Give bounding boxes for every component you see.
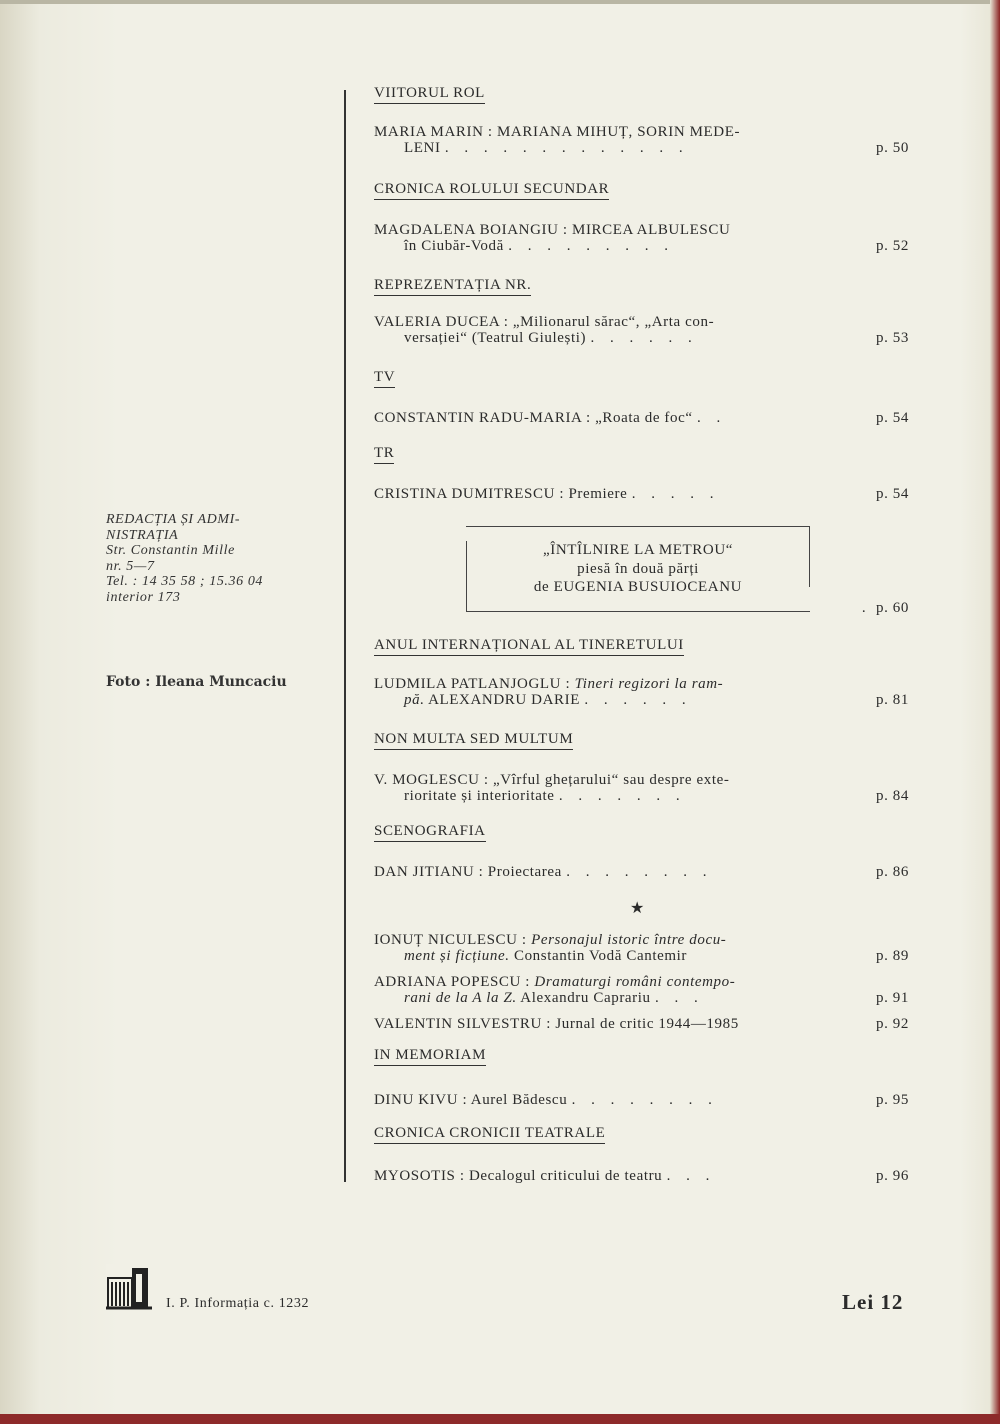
box-title: „ÎNTÎLNIRE LA METROU“ [542,542,734,558]
photo-credit: Foto : Ileana Muncaciu [106,674,287,690]
page-number: p. 52 [876,238,909,254]
toc-entry [374,124,909,156]
page-number: p. 96 [876,1168,909,1184]
toc-entry [374,1092,909,1108]
section-in-memoriam: IN MEMORIAM [374,1046,486,1066]
play-box [466,526,810,612]
entry-row [374,330,909,346]
leader-dots: . . . . . . . . . . . . . [444,140,689,156]
page-number: p. 54 [876,486,909,502]
toc-entry [374,314,909,346]
toc-entry [374,410,909,426]
entry-author: LUDMILA PATLANJOGLU : [374,676,571,692]
page-number [862,600,909,616]
column-divider [344,90,346,1182]
editorial-line: REDACȚIA ȘI ADMI- [106,512,241,527]
section-cronica-rolului: CRONICA ROLULUI SECUNDAR [374,180,609,200]
entry-line [374,676,909,692]
imprint: I. P. Informația c. 1232 [166,1296,310,1311]
page-number: p. 91 [876,990,909,1006]
entry-title: Dramaturgi români contempo- [534,974,736,990]
leader-dots: . . . . . . [590,330,698,346]
entry-line: DINU KIVU : Aurel Bădescu [374,1092,568,1108]
entry-row [374,788,909,804]
editorial-address: Str. Constantin Mille [106,543,235,558]
entry-line: DAN JITIANU : Proiectarea [374,864,562,880]
entry-line: MARIA MARIN : MARIANA MIHUȚ, SORIN MEDE- [374,124,741,140]
toc-entry [374,932,909,964]
page-number: p. 50 [876,140,909,156]
star-separator: ★ [630,900,645,917]
leader-dots: . . . . . [631,486,720,502]
page-number: p. 54 [876,410,909,426]
entry-row [374,486,909,502]
editorial-line: NISTRAȚIA [106,527,179,543]
leader-dots: . . . . . . . [558,788,686,804]
entry-line: VALENTIN SILVESTRU : Jurnal de critic 1944—1985 [374,1016,739,1032]
entry-title: Personajul istoric între docu- [531,932,727,948]
page-number: p. 84 [876,788,909,804]
toc-entry [374,222,909,254]
entry-row [374,140,909,156]
page-number: p. 89 [876,948,909,964]
entry-row [374,990,909,1006]
entry-line: Constantin Vodă Cantemir [513,948,687,964]
section-cronica-cronicii: CRONICA CRONICII TEATRALE [374,1124,605,1144]
entry-line: rioritate și interioritate [404,788,555,804]
entry-line: CONSTANTIN RADU-MARIA : „Roata de foc“ [374,410,693,426]
entry-title: rani de la A la Z. [404,990,517,1006]
section-anul-international: ANUL INTERNAȚIONAL AL TINERETULUI [374,636,684,656]
entry-line: ALEXANDRU DARIE [428,692,580,708]
toc-entry [374,1016,909,1032]
entry-line: VALERIA DUCEA : „Milionarul sărac“, „Arta con- [374,314,715,330]
section-reprezentatia: REPREZENTAȚIA NR. [374,276,531,296]
entry-title: Tineri regizori la ram- [574,676,724,692]
page-number: p. 81 [876,692,909,708]
entry-line: în Ciubăr-Vodă [404,238,504,254]
price: Lei 12 [842,1290,904,1314]
leader-dots: . . . . . . . . . [508,238,675,254]
entry-line: CRISTINA DUMITRESCU : Premiere [374,486,628,502]
toc-entry [374,772,909,804]
section-scenografia: SCENOGRAFIA [374,822,486,842]
entry-row [374,238,909,254]
entry-title: pă. [404,692,425,708]
entry-row [374,864,909,880]
toc-entry [374,486,909,502]
leader-dots: . . . [655,990,704,1006]
entry-author: ADRIANA POPESCU : [374,974,531,990]
section-viitorul-rol: VIITORUL ROL [374,84,485,104]
entry-line [374,932,909,948]
page-number-value: p. 60 [876,600,909,616]
box-author: de EUGENIA BUSUIOCEANU [533,579,743,595]
entry-row [374,948,909,964]
toc-entry [374,974,909,1006]
entry-line: LENI [404,140,441,156]
leader-dots: . . . . . . . . [566,864,713,880]
editorial-info [106,512,336,605]
entry-row [374,1016,909,1032]
toc-entry [374,676,909,708]
printer-logo-icon [106,1264,152,1310]
entry-row [374,692,909,708]
entry-row [374,1168,909,1184]
leader-dots: . [861,600,872,616]
entry-line: Alexandru Caprariu [520,990,651,1006]
section-tv: TV [374,368,395,388]
toc-entry [374,1168,909,1184]
top-edge [0,0,1000,4]
bottom-edge [0,1414,1000,1424]
leader-dots: . . . . . . [584,692,692,708]
page-number: p. 53 [876,330,909,346]
entry-line: MAGDALENA BOIANGIU : MIRCEA ALBULESCU [374,222,731,238]
entry-row [374,410,909,426]
leader-dots: . . . . . . . . [571,1092,718,1108]
entry-title: ment și ficțiune. [404,948,510,964]
editorial-phone: Tel. : 14 35 58 ; 15.36 04 [106,574,264,589]
page-number: p. 86 [876,864,909,880]
entry-author: IONUȚ NICULESCU : [374,932,527,948]
entry-line: V. MOGLESCU : „Vîrful ghețarului“ sau despre exte- [374,772,730,788]
entry-line: MYOSOTIS : Decalogul criticului de teatru [374,1168,663,1184]
section-tr: TR [374,444,394,464]
toc-entry [374,864,909,880]
entry-line [374,974,909,990]
binding-edge [990,0,1000,1424]
leader-dots: . . [697,410,727,426]
entry-line: versației“ (Teatrul Giulești) [404,330,587,346]
page-number: p. 92 [876,1016,909,1032]
box-subtitle: piesă în două părți [577,561,699,577]
entry-row [374,1092,909,1108]
page-number: p. 95 [876,1092,909,1108]
editorial-phone: interior 173 [106,589,181,605]
section-non-multa: NON MULTA SED MULTUM [374,730,573,750]
editorial-address: nr. 5—7 [106,558,155,574]
leader-dots: . . . [666,1168,716,1184]
